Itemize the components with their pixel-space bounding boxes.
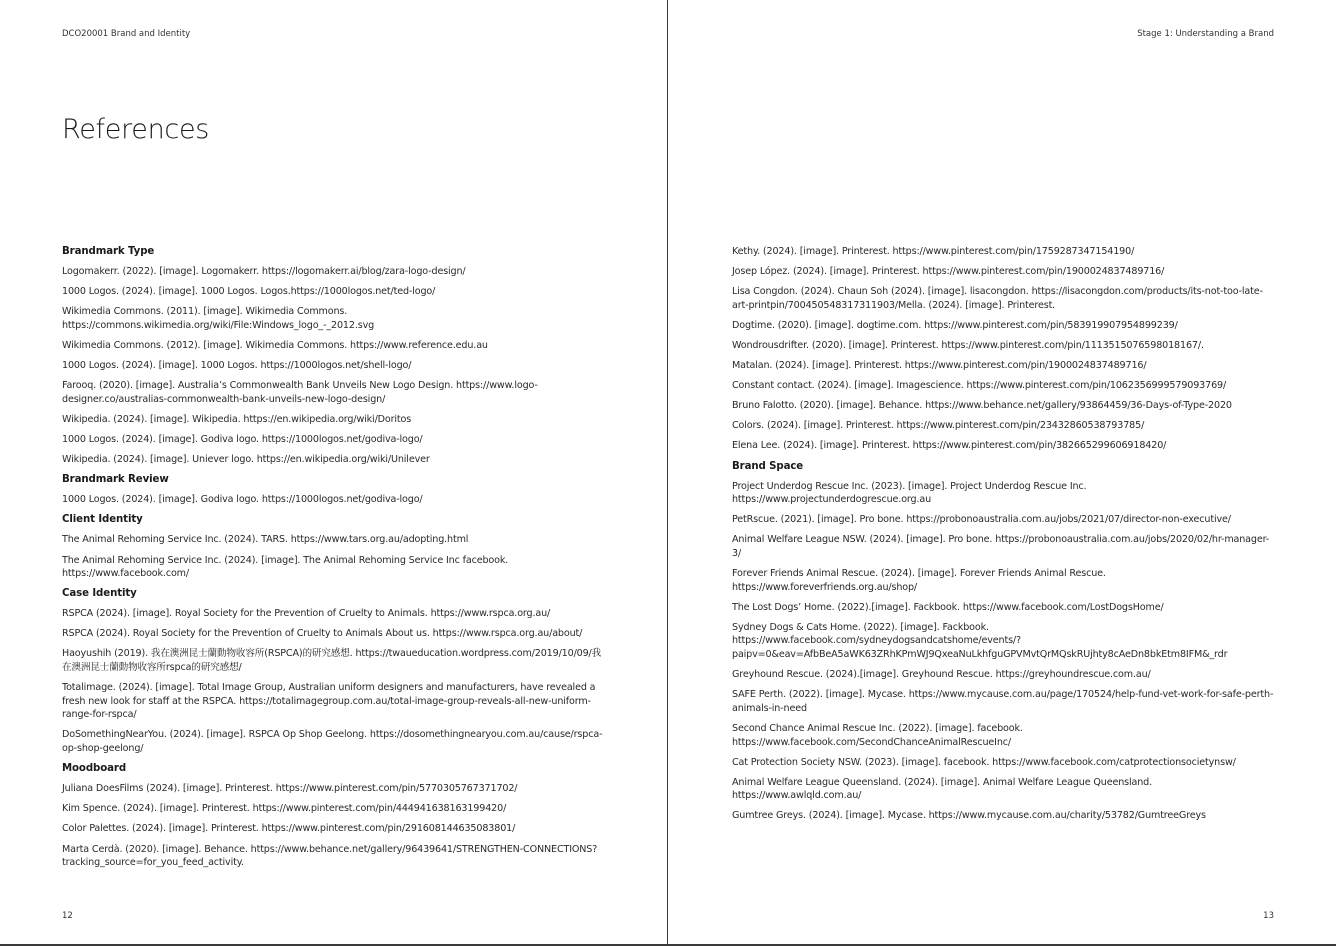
reference-entry: Elena Lee. (2024). [image]. Printerest. https://www.pinterest.com/pin/382665299606918420/ [732, 440, 1167, 452]
reference-entry: Gumtree Greys. (2024). [image]. Mycase. https://www.mycause.com.au/charity/53782/GumtreeGreys [732, 810, 1206, 822]
reference-list [62, 245, 607, 876]
section-heading: Brandmark Review [62, 474, 169, 486]
reference-entry: Forever Friends Animal Rescue. (2024). [image]. Forever Friends Animal Rescue. https://www.foreverfriends.org.au/shop/ [732, 568, 1106, 593]
section-heading: Brandmark Type [62, 246, 155, 257]
section-heading: Moodboard [62, 763, 127, 775]
reference-entry: Animal Welfare League Queensland. (2024). [image]. Animal Welfare League Queensland. https://www.awlqld.com.au/ [732, 776, 1152, 802]
reference-entry: Marta Cerdà. (2020). [image]. Behance. https://www.behance.net/gallery/96439641/STRENGTHEN-CONNECTIONS?tracking_source=for_you_feed_activity. [62, 843, 598, 869]
reference-entry: SAFE Perth. (2022). [image]. Mycase. https://www.mycause.com.au/page/170524/help-fund-vet-work-for-safe-perth-animals-in-need [732, 689, 1274, 714]
reference-entry: Constant contact. (2024). [image]. Imagescience. https://www.pinterest.com/pin/1062356999579093769/ [732, 380, 1227, 392]
reference-entry: 1000 Logos. (2024). [image]. 1000 Logos. https://1000logos.net/shell-logo/ [62, 360, 412, 372]
running-head: DCO20001 Brand and Identity [62, 29, 191, 39]
reference-entry: Kim Spence. (2024). [image]. Printerest. https://www.pinterest.com/pin/444941638163199420/ [62, 803, 507, 815]
reference-entry: Wikimedia Commons. (2011). [image]. Wikimedia Commons. https://commons.wikimedia.org/wiki/File:Windows_logo_-_2012.svg [62, 306, 375, 331]
section-heading: Brand Space [732, 460, 804, 472]
reference-entry: Totalimage. (2024). [image]. Total Image Group, Australian uniform designers and manufacturers, have revealed a fresh new look for staff at the RSPCA. https://totalimagegroup.com.au/total-image-group-reveals-all-new-uniform-range-for-rspca/ [62, 682, 596, 721]
section-heading: Client Identity [62, 514, 143, 526]
reference-entry: Color Palettes. (2024). [image]. Printerest. https://www.pinterest.com/pin/291608144635083801/ [62, 823, 516, 835]
reference-entry: Greyhound Rescue. (2024).[image]. Greyhound Rescue. https://greyhoundrescue.com.au/ [732, 669, 1151, 681]
reference-entry: Project Underdog Rescue Inc. (2023). [image]. Project Underdog Rescue Inc. https://www.projectunderdogrescue.org.au [732, 480, 1087, 506]
reference-entry: The Lost Dogs’ Home. (2022).[image]. Fackbook. https://www.facebook.com/LostDogsHome/ [732, 601, 1164, 613]
reference-entry: PetRscue. (2021). [image]. Pro bone. https://probonoaustralia.com.au/jobs/2021/07/director-non-executive/ [732, 514, 1231, 526]
reference-entry: Matalan. (2024). [image]. Printerest. https://www.pinterest.com/pin/1900024837489716/ [732, 360, 1147, 372]
reference-entry: Wikipedia. (2024). [image]. Uniever logo. https://en.wikipedia.org/wiki/Unilever [62, 454, 430, 466]
page-divider [667, 0, 668, 946]
reference-entry: Sydney Dogs & Cats Home. (2022). [image]. Fackbook. https://www.facebook.com/sydneydogsandcatshome/events/?paipv=0&eav=AfbBeA5aWK63ZRhKPmWJ9QxeaNuLkhfguGPVMvtQrMQskRUjhty8cAeDn8bkEtm8IFM&_rdr [732, 621, 1228, 661]
reference-entry: Logomakerr. (2022). [image]. Logomakerr. https://logomakerr.ai/blog/zara-logo-design/ [62, 266, 466, 278]
reference-entry: Wikimedia Commons. (2012). [image]. Wikimedia Commons. https://www.reference.edu.au [62, 339, 488, 351]
reference-entry: RSPCA (2024). Royal Society for the Prevention of Cruelty to Animals About us. https://www.rspca.org.au/about/ [62, 628, 583, 640]
reference-entry: Josep López. (2024). [image]. Printerest. https://www.pinterest.com/pin/1900024837489716/ [732, 266, 1165, 278]
reference-entry: Lisa Congdon. (2024). Chaun Soh (2024). [image]. lisacongdon. https://lisacongdon.com/products/its-not-too-late-art-printpin/700450548317311903/Mella. (2024). [image]. Printerest. [732, 286, 1263, 311]
left-page [0, 0, 668, 944]
reference-entry: 1000 Logos. (2024). [image]. Godiva logo. https://1000logos.net/godiva-logo/ [62, 494, 423, 506]
reference-entry: Kethy. (2024). [image]. Printerest. https://www.pinterest.com/pin/1759287347154190/ [732, 246, 1135, 257]
reference-entry: Wondrousdrifter. (2020). [image]. Printerest. https://www.pinterest.com/pin/1113515076598018167/. [732, 339, 1204, 351]
page-number: 13 [1263, 911, 1274, 921]
page-number: 12 [62, 911, 73, 921]
running-head: Stage 1: Understanding a Brand [1137, 29, 1274, 39]
reference-entry: Wikipedia. (2024). [image]. Wikipedia. https://en.wikipedia.org/wiki/Doritos [62, 413, 412, 425]
reference-entry: RSPCA (2024). [image]. Royal Society for the Prevention of Cruelty to Animals. https://www.rspca.org.au/ [62, 608, 551, 620]
reference-entry: Haoyushih (2019). 我在澳洲昆士蘭動物收容所(RSPCA)的研究感想. https://twaueducation.wordpress.com/2019/10/09/我在澳洲昆士蘭動物收容所rspca的研究感想/ [62, 648, 602, 674]
reference-entry: 1000 Logos. (2024). [image]. 1000 Logos. Logos.https://1000logos.net/ted-logo/ [62, 286, 436, 298]
right-page [669, 0, 1336, 944]
reference-entry: Juliana DoesFilms (2024). [image]. Printerest. https://www.pinterest.com/pin/5770305767371702/ [62, 783, 518, 795]
reference-entry: Cat Protection Society NSW. (2023). [image]. facebook. https://www.facebook.com/catprotectionsocietynsw/ [732, 756, 1236, 768]
reference-entry: Colors. (2024). [image]. Printerest. https://www.pinterest.com/pin/23432860538793785/ [732, 420, 1145, 432]
reference-entry: DoSomethingNearYou. (2024). [image]. RSPCA Op Shop Geelong. https://dosomethingnearyou.com.au/cause/rspca-op-shop-geelong/ [62, 729, 603, 755]
reference-entry: 1000 Logos. (2024). [image]. Godiva logo. https://1000logos.net/godiva-logo/ [62, 433, 423, 445]
page-title: References [62, 114, 210, 145]
reference-entry: The Animal Rehoming Service Inc. (2024). TARS. https://www.tars.org.au/adopting.html [62, 534, 469, 546]
section-heading: Case Identity [62, 588, 137, 600]
reference-entry: The Animal Rehoming Service Inc. (2024). [image]. The Animal Rehoming Service Inc facebook. https://www.facebook.com/ [62, 554, 509, 580]
reference-list [732, 245, 1277, 830]
reference-entry: Farooq. (2020). [image]. Australia’s Commonwealth Bank Unveils New Logo Design. https://www.logo-designer.co/australias-commonwealth-bank-unveils-new-logo-design/ [62, 380, 538, 405]
reference-entry: Dogtime. (2020). [image]. dogtime.com. https://www.pinterest.com/pin/583919907954899239/ [732, 319, 1178, 331]
reference-entry: Bruno Falotto. (2020). [image]. Behance. https://www.behance.net/gallery/93864459/36-Days-of-Type-2020 [732, 400, 1232, 412]
reference-entry: Animal Welfare League NSW. (2024). [image]. Pro bone. https://probonoaustralia.com.au/jobs/2020/02/hr-manager-3/ [732, 534, 1270, 559]
reference-entry: Second Chance Animal Rescue Inc. (2022). [image]. facebook. https://www.facebook.com/SecondChanceAnimalRescueInc/ [732, 722, 1023, 748]
